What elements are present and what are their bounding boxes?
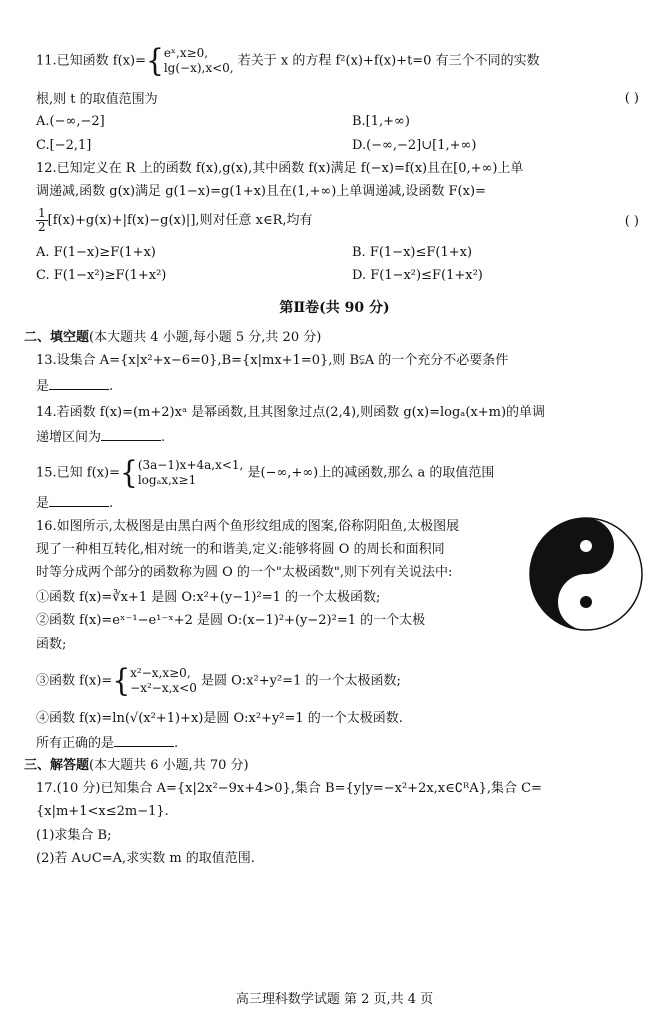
q12-option-d: D. F(1−x²)≤F(1+x²) bbox=[352, 268, 483, 283]
q11-stem bbox=[36, 42, 540, 79]
q11-option-b: B.[1,+∞) bbox=[352, 114, 410, 129]
q12-line2: 调递减,函数 g(x)满足 g(1−x)=g(1+x)且在(1,+∞)上单调递减,设函数 F(x)= bbox=[36, 184, 486, 199]
q16-item3-piecewise bbox=[130, 666, 197, 696]
brace: { bbox=[112, 662, 131, 699]
q17-sub2: (2)若 A∪C=A,求实数 m 的取值范围. bbox=[36, 851, 255, 866]
q14-line1: 14.若函数 f(x)=(m+2)xᵃ 是幂函数,且其图象过点(2,4),则函数 g(x)=logₐ(x+m)的单调 bbox=[36, 405, 546, 420]
q16-item1: ①函数 f(x)=∛x+1 是圆 O:x²+(y−1)²=1 的一个太极函数; bbox=[36, 590, 381, 605]
q12-option-a: A. F(1−x)≥F(1+x) bbox=[36, 245, 156, 260]
q14-line2-text: 递增区间为 bbox=[36, 430, 102, 445]
q15-line2-text: 是 bbox=[36, 496, 50, 511]
q12-line3-text: [f(x)+g(x)+|f(x)−g(x)|],则对任意 x∈R,均有 bbox=[47, 213, 313, 228]
q15-piecewise bbox=[138, 458, 244, 488]
page-footer: 高三理科数学试题 第 2 页,共 4 页 bbox=[235, 992, 434, 1007]
frac-den: 2 bbox=[38, 220, 46, 234]
q14-line2: 递增区间为 . bbox=[36, 430, 166, 445]
q16-line3: 时等分成两个部分的函数称为圆 O 的一个"太极函数",则下列有关说法中: bbox=[36, 565, 453, 580]
q15-stem-end: 是(−∞,+∞)上的减函数,那么 a 的取值范围 bbox=[247, 465, 495, 481]
q14-answer-blank[interactable] bbox=[101, 428, 161, 441]
q11-stem-start: 11.已知函数 f(x)= bbox=[36, 53, 146, 69]
taiji-yin-yang-figure bbox=[528, 516, 644, 632]
brace: { bbox=[146, 42, 164, 79]
q13-line2-text: 是 bbox=[36, 379, 50, 394]
q16-final-text: 所有正确的是 bbox=[36, 736, 115, 751]
q17-sub1: (1)求集合 B; bbox=[36, 828, 112, 843]
q12-line3 bbox=[36, 207, 313, 234]
q15-line2: 是 . bbox=[36, 496, 114, 511]
q11-option-d: D.(−∞,−2]∪[1,+∞) bbox=[352, 138, 477, 153]
q12-option-b: B. F(1−x)≤F(1+x) bbox=[352, 245, 473, 260]
part2-heading bbox=[24, 329, 321, 347]
part3-heading bbox=[24, 757, 249, 775]
q16-item3 bbox=[36, 662, 401, 699]
q12-option-c: C. F(1−x²)≥F(1+x²) bbox=[36, 268, 167, 283]
q12-line1: 12.已知定义在 R 上的函数 f(x),g(x),其中函数 f(x)满足 f(−x)=f(x)且在[0,+∞)上单 bbox=[36, 161, 524, 176]
q16-item3-start: ③函数 f(x)= bbox=[36, 673, 113, 689]
q16-item3-end: 是圆 O:x²+y²=1 的一个太极函数; bbox=[201, 673, 401, 689]
part2-heading-bold: 二、填空题 bbox=[24, 330, 90, 345]
q11-answer-paren: ( ) bbox=[624, 91, 639, 106]
q15-answer-blank[interactable] bbox=[49, 494, 109, 507]
q11-stem-end: 若关于 x 的方程 f²(x)+f(x)+t=0 有三个不同的实数 bbox=[237, 53, 540, 69]
q16-item2b: 函数; bbox=[36, 637, 67, 652]
q12-answer-paren: ( ) bbox=[624, 214, 639, 229]
q16-item3-piece1: x²−x,x≥0, bbox=[130, 666, 191, 680]
q16-item2: ②函数 f(x)=eˣ⁻¹−e¹⁻ˣ+2 是圆 O:(x−1)²+(y−2)²=1 的一个太极 bbox=[36, 613, 426, 628]
q11-piece2: lg(−x),x<0, bbox=[163, 61, 234, 75]
part3-heading-bold: 三、解答题 bbox=[24, 758, 90, 773]
q16-final: 所有正确的是 . bbox=[36, 736, 179, 751]
q11-piecewise bbox=[164, 46, 234, 76]
q13-line1: 13.设集合 A={x|x²+x−6=0},B={x|mx+1=0},则 B⫋A 的一个充分不必要条件 bbox=[36, 353, 509, 368]
q15-stem bbox=[36, 454, 495, 491]
q15-stem-start: 15.已知 f(x)= bbox=[36, 465, 120, 481]
q16-line1: 16.如图所示,太极图是由黑白两个鱼形纹组成的图案,俗称阴阳鱼,太极图展 bbox=[36, 519, 460, 534]
fraction-one-half bbox=[36, 207, 48, 234]
q16-line2: 现了一种相互转化,相对统一的和谐美,定义:能够将圆 O 的周长和面积同 bbox=[36, 542, 445, 557]
q17-line2: {x|m+1<x≤2m−1}. bbox=[36, 804, 169, 819]
q11-line2: 根,则 t 的取值范围为 bbox=[36, 92, 158, 107]
q16-answer-blank[interactable] bbox=[114, 734, 174, 747]
section-2-title: 第Ⅱ卷(共 90 分) bbox=[279, 300, 390, 316]
frac-num: 1 bbox=[38, 206, 46, 220]
q11-option-a: A.(−∞,−2] bbox=[36, 114, 105, 129]
q11-option-c: C.[−2,1] bbox=[36, 138, 92, 153]
part2-heading-rest: (本大题共 4 小题,每小题 5 分,共 20 分) bbox=[89, 330, 322, 345]
q15-piece1: (3a−1)x+4a,x<1, bbox=[137, 458, 244, 472]
q11-piece1: eˣ,x≥0, bbox=[163, 46, 209, 60]
q13-line2: 是 . bbox=[36, 379, 114, 394]
part3-heading-rest: (本大题共 6 小题,共 70 分) bbox=[89, 758, 249, 773]
q17-line1: 17.(10 分)已知集合 A={x|2x²−9x+4>0},集合 B={y|y=−x²+2x,x∈∁ᴿA},集合 C= bbox=[36, 781, 542, 796]
q16-item4: ④函数 f(x)=ln(√(x²+1)+x)是圆 O:x²+y²=1 的一个太极函数. bbox=[36, 711, 403, 726]
brace: { bbox=[120, 454, 138, 491]
q16-item3-piece2: −x²−x,x<0 bbox=[130, 681, 197, 695]
q15-piece2: logₐx,x≥1 bbox=[137, 473, 197, 487]
q13-answer-blank[interactable] bbox=[49, 377, 109, 390]
